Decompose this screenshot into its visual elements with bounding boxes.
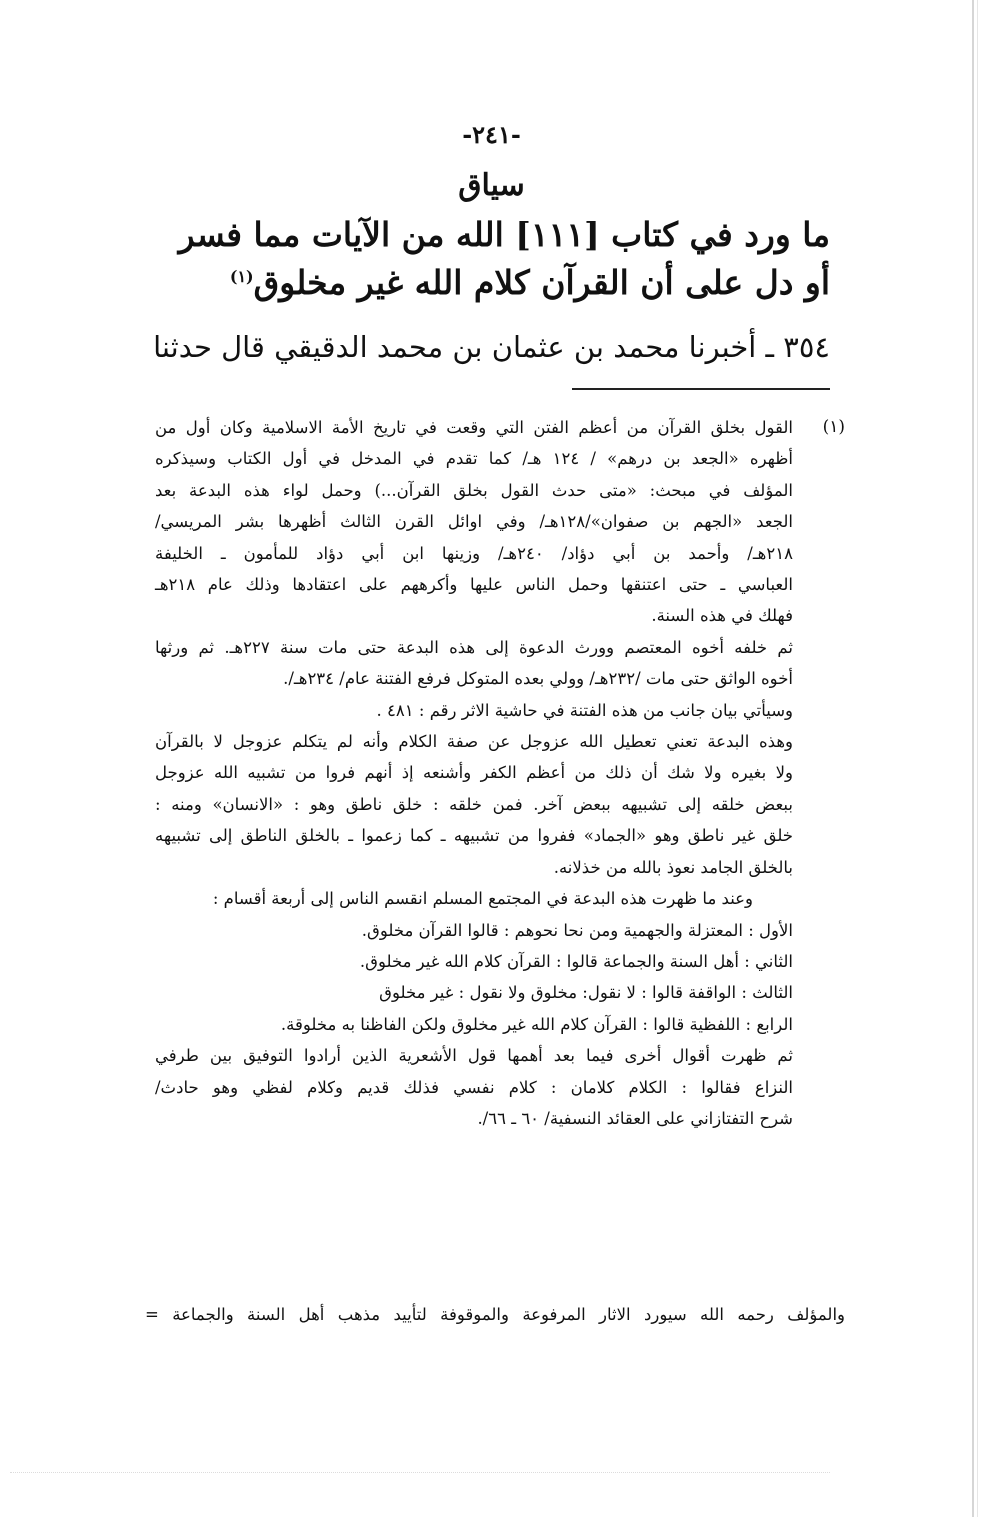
section-heading-line-1	[150, 215, 830, 254]
footnote-line: أظهره «الجعد بن درهم» / ١٢٤ هـ/ كما تقدم في المدخل في أول الكتاب وسيذكره	[155, 449, 793, 469]
footnote-line: وسيأتي بيان جانب من هذه الفتنة في حاشية الاثر رقم : ٤٨١ .	[376, 700, 793, 720]
footnote-line: الثاني : أهل السنة والجماعة قالوا : القرآن كلام الله غير مخلوق.	[359, 951, 793, 971]
footnote-line: ٢١٨هـ/ وأحمد بن أبي دؤاد/ ٢٤٠هـ/ وزينها ابن أبي دؤاد للمأمون ـ الخليفة	[155, 543, 793, 563]
footnote-separator	[572, 388, 830, 390]
footnote-line: بالخلق الجامد نعوذ بالله من خذلانه.	[553, 857, 793, 877]
footnote-reference: (١)	[229, 267, 254, 286]
footnote-line: أخوه الواثق حتى مات /٢٣٢هـ/ وولي بعده المتوكل فرفع الفتنة عام/ ٢٣٤هـ/.	[283, 669, 793, 689]
footnote-line: ولا بغيره ولا شك أن ذلك من أعظم الكفر وأشنعه إذ أنهم فروا من تشبيه الله عزوجل	[155, 763, 793, 783]
footnote-line: النزاع فقالوا : الكلام كلامان : كلام نفسي فذلك قديم وكلام لفظي وهو حادث/	[155, 1077, 793, 1097]
footnote-line: ثم خلفه أخوه المعتصم وورث الدعوة إلى هذه البدعة حتى مات سنة ٢٢٧هـ. ثم ورثها	[155, 637, 793, 657]
section-heading-word: سياق	[458, 168, 525, 203]
footnote-line: شرح التفتازاني على العقائد النسفية/ ٦٠ ـ ٦٦/.	[477, 1108, 793, 1128]
footnote-line: ببعض خلقه إلى تشبيهه ببعض آخر. فمن خلقه : خلق ناطق وهو : «الانسان» ومنه :	[155, 794, 793, 814]
footnote-line: القول بخلق القرآن من أعظم الفتن التي وقعت في تاريخ الأمة الاسلامية وكان أول من	[155, 418, 793, 437]
footnote-line: ثم ظهرت أقوال أخرى فيما بعد أهمها قول الأشعرية الذين أرادوا التوفيق بين طرفي	[155, 1046, 793, 1066]
footnote-line: وهذه البدعة تعني تعطيل الله عزوجل عن صفة الكلام وأنه لم يتكلم عزوجل لا بالقرآن	[155, 732, 793, 752]
footnote-line: الجعد «الجهم بن صفوان»/١٢٨هـ/ وفي اوائل القرن الثالث أظهرها بشر المريسي/	[155, 512, 793, 532]
page-number: -٢٤١-	[462, 120, 521, 149]
footnote-line: وعند ما ظهرت هذه البدعة في المجتمع المسلم انقسم الناس إلى أربعة أقسام :	[212, 889, 753, 909]
footnote-line: خلق غير ناطق وهو «الجماد» ففروا من تشبيهه ـ كما زعموا ـ بالخلق الناطق إلى تشبيهه	[155, 826, 793, 846]
heading-line-2-text: أو دل على أن القرآن كلام الله غير مخلوق	[253, 263, 830, 302]
heading-line-1-text: ما ورد في كتاب [١١١] الله من الآيات مما فسر	[178, 215, 830, 254]
footnote-line: الثالث : الواقفة قالوا : لا نقول: مخلوق ولا نقول : غير مخلوق	[379, 983, 793, 1003]
footnote-line: فهلك في هذه السنة.	[651, 606, 793, 626]
section-heading-line-2	[150, 263, 830, 302]
footnote-body	[155, 412, 793, 1134]
footnote-line: العباسي ـ حتى اعتنقها وحمل الناس عليها وأكرههم على اعتقادها وذلك عام ٢١٨هـ	[155, 575, 793, 595]
footnote-marker: (١)	[822, 417, 845, 437]
footnote-line: الرابع : اللفظية قالوا : القرآن كلام الله غير مخلوق ولكن الفاظنا به مخلوقة.	[280, 1014, 793, 1034]
hadith-opening-line: ٣٥٤ ـ أخبرنا محمد بن عثمان بن محمد الدقيقي قال حدثنا	[153, 330, 830, 364]
footnote-line: الأول : المعتزلة والجهمية ومن نحا نحوهم : قالوا القرآن مخلوق.	[361, 920, 793, 940]
footnote-last-line: والمؤلف رحمه الله سيورد الاثار المرفوعة والموقوفة لتأييد مذهب أهل السنة والجماعة =	[145, 1305, 845, 1324]
footnote-block	[155, 412, 845, 1134]
footnote-line: المؤلف في مبحث: «متى حدث القول بخلق القرآن...) وحمل لواء هذه البدعة بعد	[155, 480, 793, 500]
